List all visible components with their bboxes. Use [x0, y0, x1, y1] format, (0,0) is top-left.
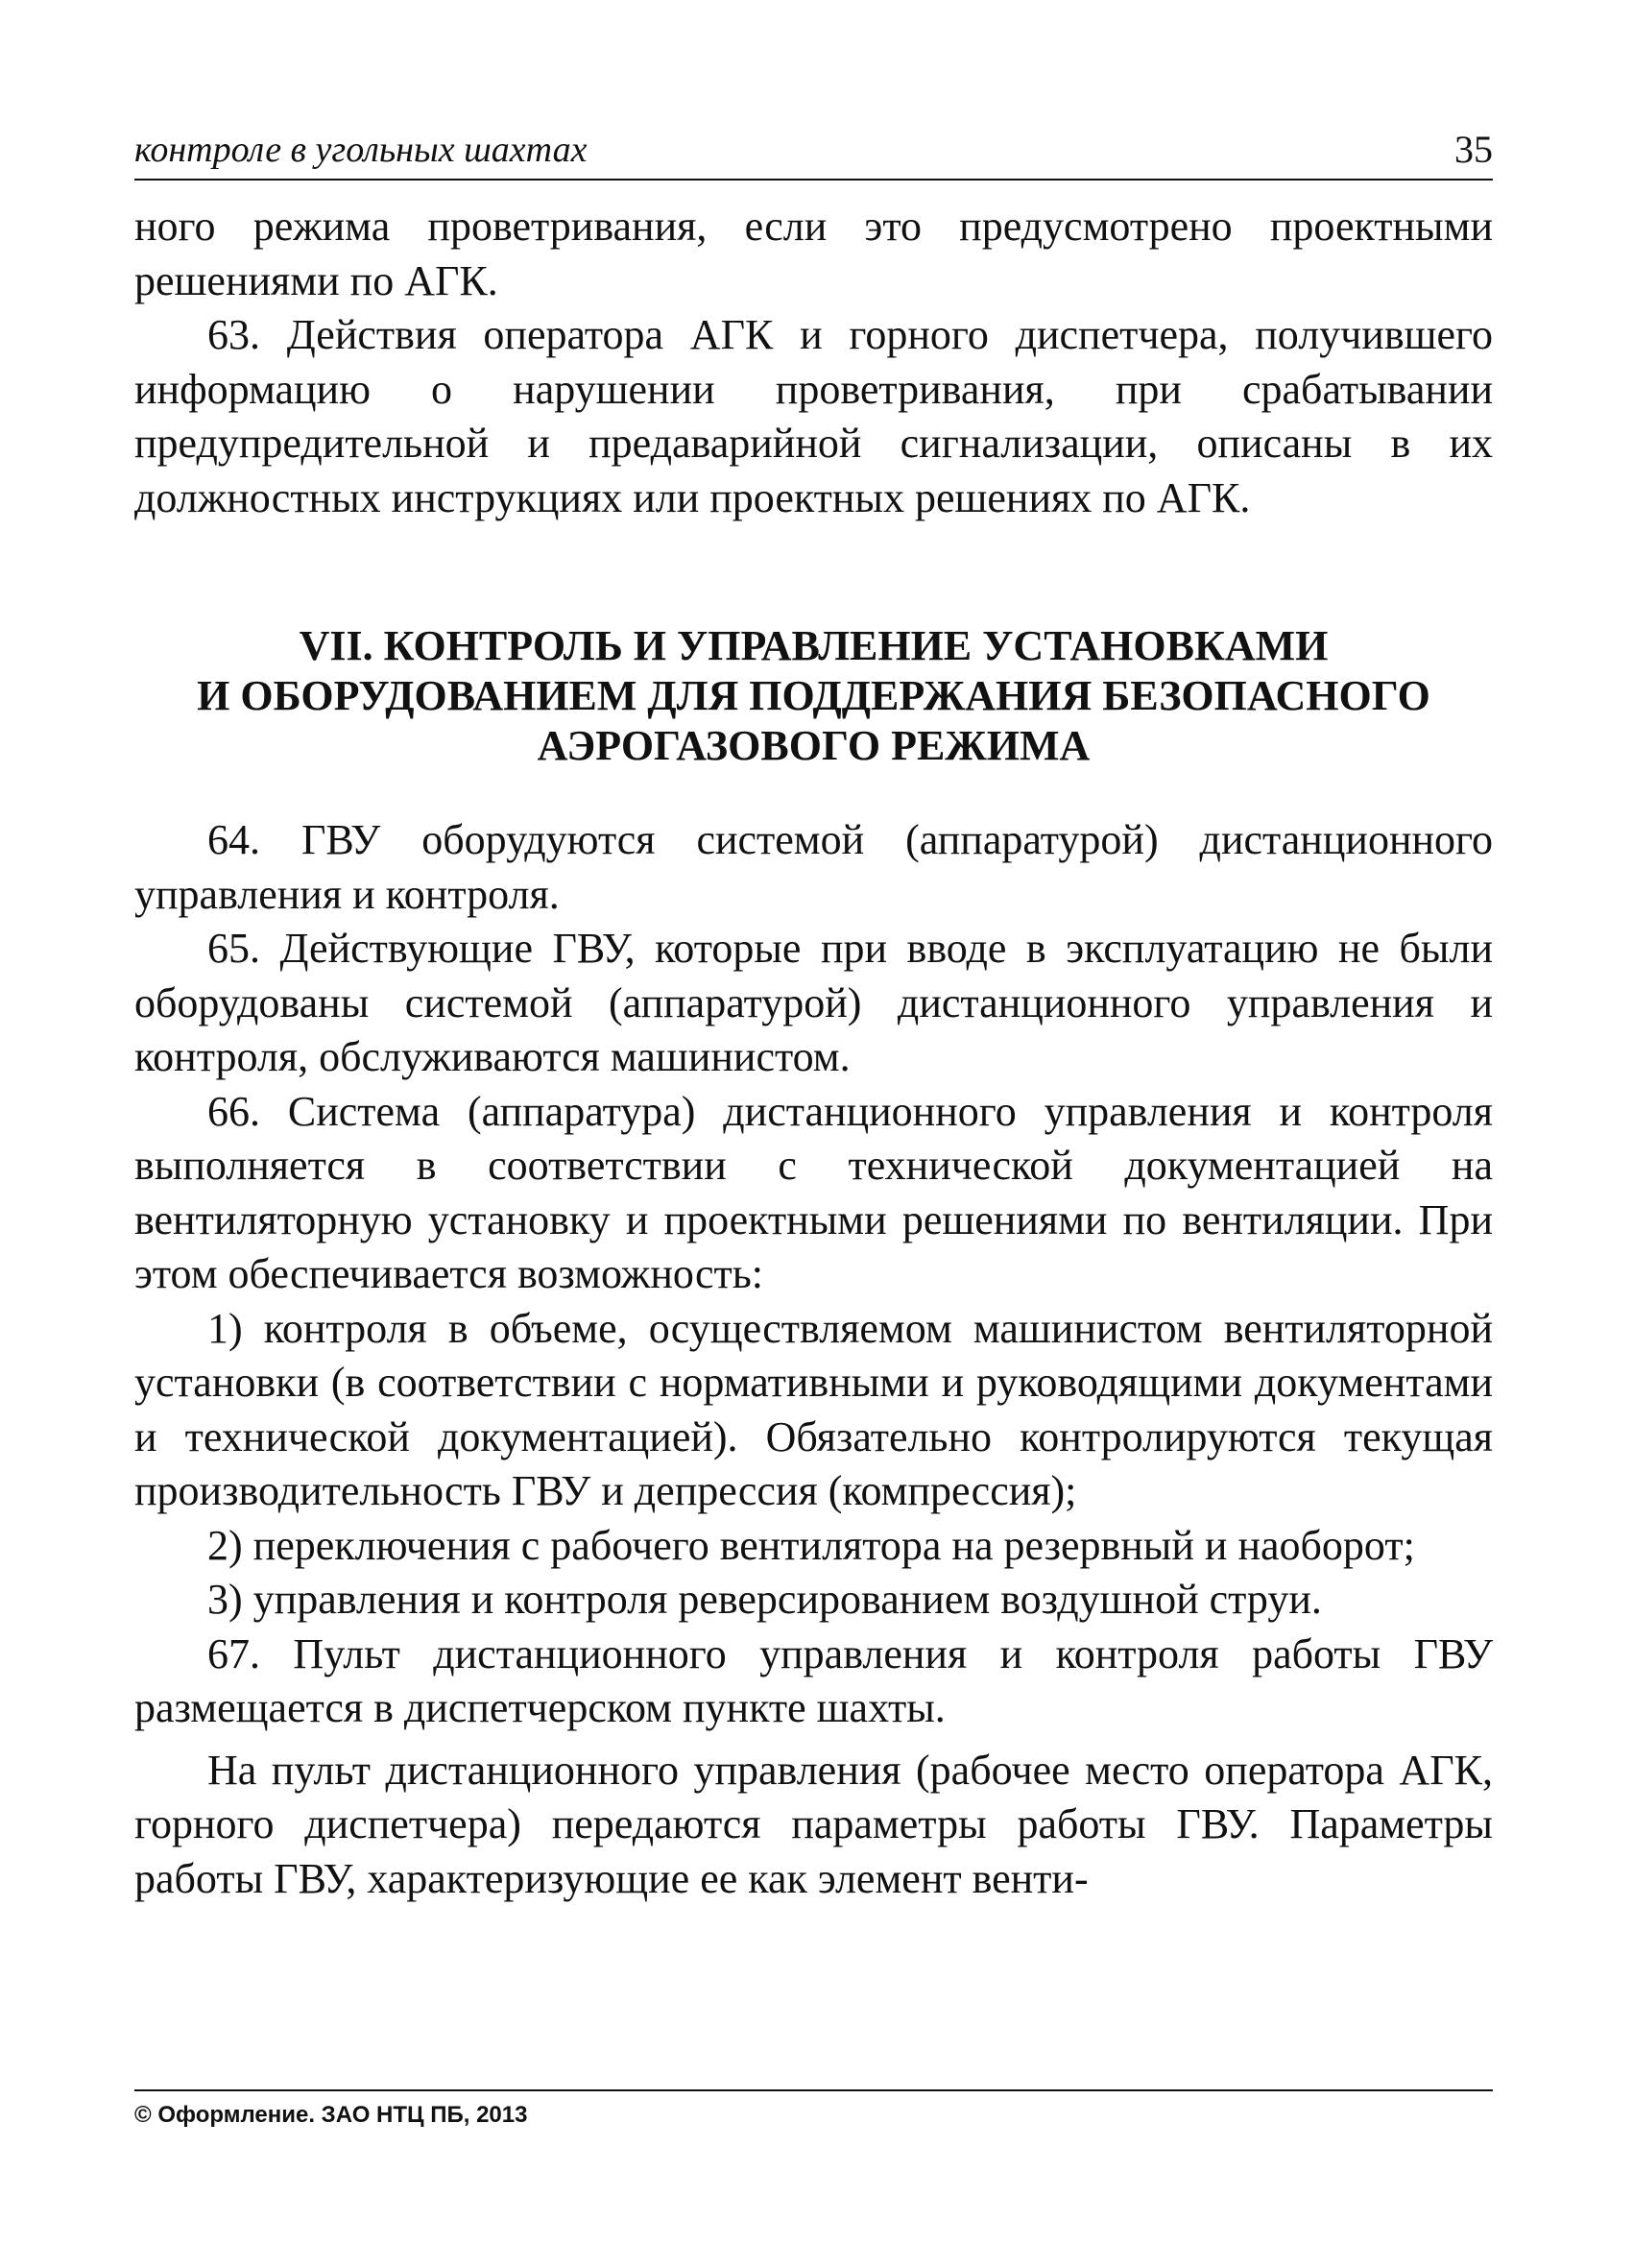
paragraph-67: 67. Пульт дистанционного управления и контроля работы ГВУ размещается в диспетчерском пункте шахты.: [134, 1629, 1493, 1731]
section-heading: [134, 621, 1493, 771]
list-item-2: 2) переключения с рабочего вентилятора на резервный и наоборот;: [207, 1521, 1415, 1569]
list-item-3: 3) управления и контроля реверсированием воздушной струи.: [207, 1576, 1322, 1623]
section-heading-line: VII. КОНТРОЛЬ И УПРАВЛЕНИЕ УСТАНОВКАМИ: [299, 622, 1329, 669]
running-title: контроле в угольных шахтах: [134, 130, 588, 170]
footer-copyright: © Оформление. ЗАО НТЦ ПБ, 2013: [134, 2089, 1493, 2130]
body-text: [134, 200, 1493, 1906]
running-header: [134, 123, 1493, 181]
section-heading-line: АЭРОГАЗОВОГО РЕЖИМА: [537, 722, 1091, 769]
paragraph-65: 65. Действующие ГВУ, которые при вводе в эксплуатацию не были оборудованы системой (аппаратурой) дистанционного управления и контроля, обслуживаются машинистом.: [134, 925, 1493, 1080]
section-heading-line: И ОБОРУДОВАНИЕМ ДЛЯ ПОДДЕРЖАНИЯ БЕЗОПАСНОГО: [197, 672, 1430, 719]
paragraph-63: 63. Действия оператора АГК и горного диспетчера, получившего информацию о нарушении проветривания, при срабатывании предупредительной и предаварийной сигнализации, описаны в их должностных инструкциях или проектных решениях по АГК.: [134, 311, 1493, 521]
paragraph-continuation: ного режима проветривания, если это предусмотрено проектными решениями по АГК.: [134, 203, 1493, 304]
paragraph-66: 66. Система (аппаратура) дистанционного управления и контроля выполняется в соответствии с технической документацией на вентиляторную установку и проектными решениями по вентиляции. При этом обеспечивается возможность:: [134, 1087, 1493, 1297]
paragraph-64: 64. ГВУ оборудуются системой (аппаратурой) дистанционного управления и контроля.: [134, 816, 1493, 918]
page-number: 35: [1454, 128, 1493, 171]
list-item-1: 1) контроля в объеме, осуществляемом машинистом вентиляторной установки (в соответствии с нормативными и руководящими документами и технической документацией). Обязательно контролируются текущая производительность ГВУ и депрессия (компрессия);: [134, 1304, 1493, 1514]
paragraph-remote-panel: На пульт дистанционного управления (рабочее место оператора АГК, горного диспетчера) передаются параметры работы ГВУ. Параметры работы ГВУ, характеризующие ее как элемент венти-: [134, 1746, 1493, 1902]
